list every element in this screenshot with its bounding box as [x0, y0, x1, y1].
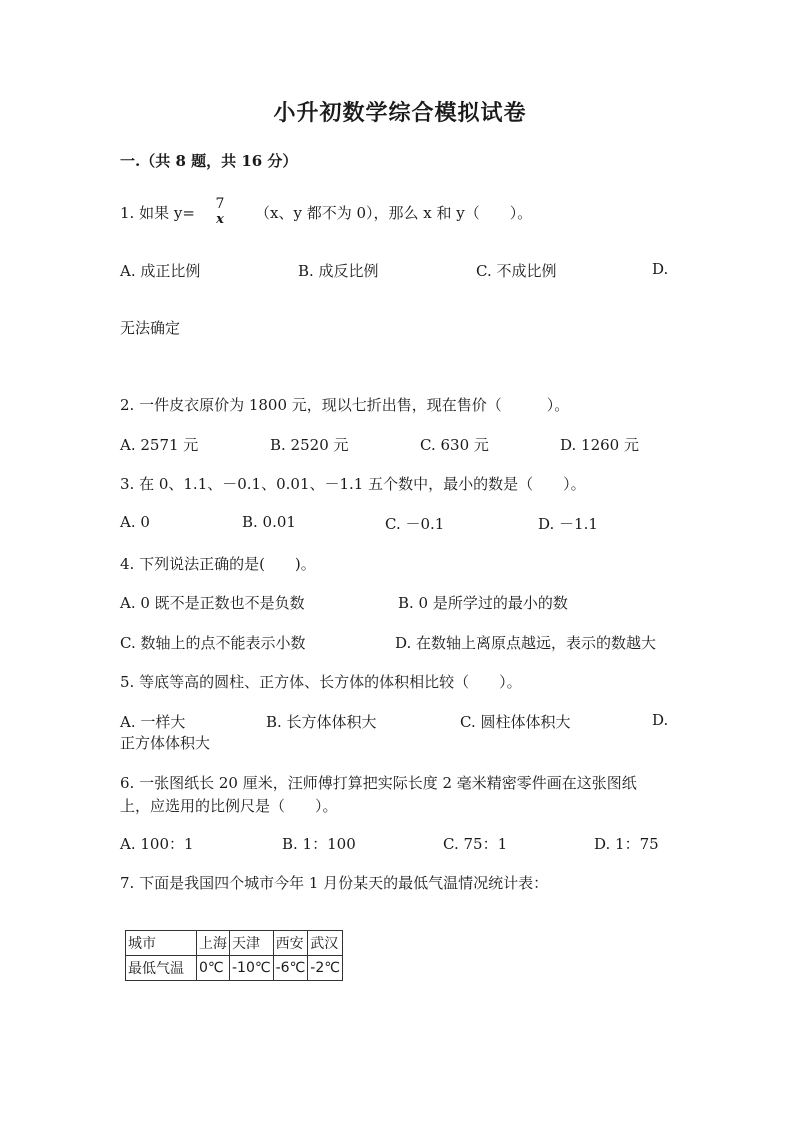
- question-6-line-1: 6. 一张图纸长 20 厘米，汪师傅打算把实际长度 2 毫米精密零件画在这张图纸: [120, 774, 637, 792]
- q4-option-b: B. 0 是所学过的最小的数: [398, 594, 568, 612]
- fraction-7-over-x: [208, 196, 232, 228]
- q4-option-c: C. 数轴上的点不能表示小数: [120, 634, 306, 652]
- q1-option-d: D.: [652, 260, 669, 278]
- q2-option-c: C. 630 元: [420, 436, 489, 454]
- fraction-numerator: 7: [215, 196, 225, 212]
- q5-option-d-text: 正方体体积大: [120, 734, 211, 752]
- q5-option-a: A. 一样大: [120, 713, 186, 731]
- q5-option-b: B. 长方体体积大: [266, 713, 377, 731]
- q3-option-d: D. －1.1: [538, 515, 598, 533]
- table-cell: 0℃: [197, 956, 230, 981]
- page-title: 小升初数学综合模拟试卷: [273, 100, 527, 126]
- q6-option-c: C. 75：1: [443, 835, 508, 853]
- q5-option-d: D.: [652, 711, 669, 729]
- table-cell: 城市: [126, 931, 197, 956]
- q5-option-c: C. 圆柱体体积大: [460, 713, 571, 731]
- table-cell: 最低气温: [126, 956, 197, 981]
- question-2: 2. 一件皮衣原价为 1800 元，现以七折出售，现在售价（ ）。: [120, 396, 570, 414]
- q2-option-b: B. 2520 元: [270, 436, 349, 454]
- q1-option-b: B. 成反比例: [298, 262, 379, 280]
- q2-option-d: D. 1260 元: [560, 436, 639, 454]
- table-cell: 西安: [273, 931, 308, 956]
- table-cell: 天津: [230, 931, 274, 956]
- table-cell: 武汉: [308, 931, 343, 956]
- q3-option-b: B. 0.01: [242, 513, 296, 531]
- question-5: 5. 等底等高的圆柱、正方体、长方体的体积相比较（ ）。: [120, 673, 522, 691]
- q3-option-c: C. －0.1: [385, 515, 445, 533]
- q4-option-d: D. 在数轴上离原点越远，表示的数越大: [395, 634, 657, 652]
- q6-option-b: B. 1：100: [282, 835, 356, 853]
- q3-option-a: A. 0: [120, 513, 150, 531]
- temperature-table: [125, 930, 343, 981]
- question-1-prefix: 1. 如果 y=: [120, 204, 195, 222]
- q1-option-c: C. 不成比例: [476, 262, 557, 280]
- table-cell: -10℃: [230, 956, 274, 981]
- question-6-line-2: 上，应选用的比例尺是（ ）。: [120, 797, 338, 815]
- q6-option-a: A. 100：1: [120, 835, 194, 853]
- table-header-row: [126, 931, 343, 956]
- section-heading: 一.（共 8 题，共 16 分）: [120, 152, 298, 170]
- q4-option-a: A. 0 既不是正数也不是负数: [120, 594, 305, 612]
- table-cell: -2℃: [308, 956, 343, 981]
- question-3: 3. 在 0、1.1、－0.1、0.01、－1.1 五个数中，最小的数是（ ）。: [120, 475, 586, 493]
- question-1-suffix: （x、y 都不为 0），那么 x 和 y（ ）。: [255, 204, 533, 222]
- question-7: 7. 下面是我国四个城市今年 1 月份某天的最低气温情况统计表：: [120, 874, 549, 892]
- q2-option-a: A. 2571 元: [120, 436, 199, 454]
- table-row: [126, 956, 343, 981]
- table-cell: 上海: [197, 931, 230, 956]
- question-4: 4. 下列说法正确的是( )。: [120, 555, 316, 573]
- table-cell: -6℃: [273, 956, 308, 981]
- q6-option-d: D. 1：75: [594, 835, 659, 853]
- q1-option-d-text: 无法确定: [120, 319, 181, 337]
- fraction-denominator: x: [216, 212, 224, 227]
- q1-option-a: A. 成正比例: [120, 262, 201, 280]
